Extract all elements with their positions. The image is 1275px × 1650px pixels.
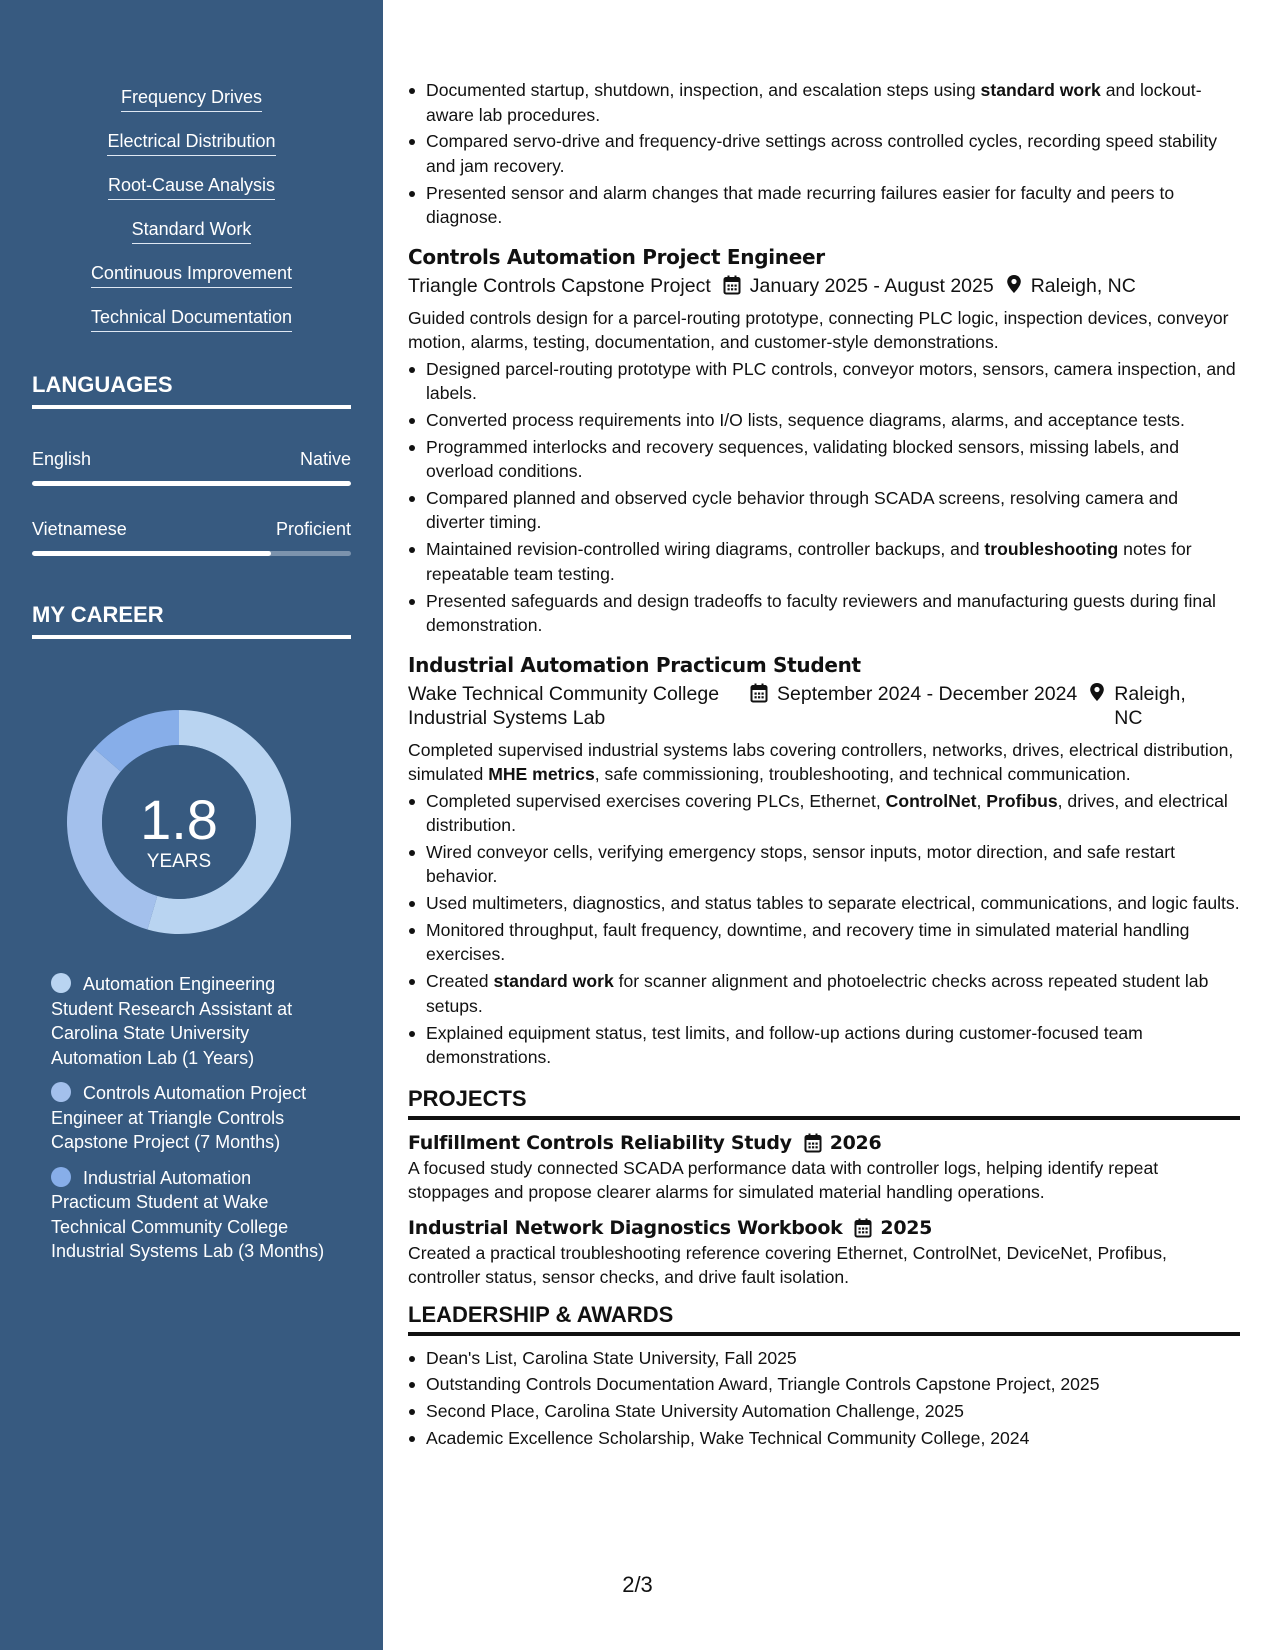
text-segment: notes for repeatable team testing. [426, 539, 1192, 584]
job-organization: Triangle Controls Capstone Project [408, 274, 711, 297]
project-description: Created a practical troubleshooting reference covering Ethernet, ControlNet, DeviceNet, Profibus, controller status, sensor checks, and drive fault isolation. [408, 1242, 1167, 1288]
bullet-item [426, 918, 1240, 967]
career-legend-item [51, 1081, 331, 1155]
bullet-item [426, 486, 1240, 535]
bold-keyword: Profibus [986, 790, 1058, 811]
text-segment: Completed supervised industrial systems labs covering controllers, networks, drives, electrical distribution, simulated [408, 739, 1234, 785]
language-name: English [32, 449, 92, 469]
language-item [32, 448, 351, 486]
language-name: Vietnamese [32, 519, 127, 539]
text-segment: Used multimeters, diagnostics, and status tables to separate electrical, communications, and logic faults. [426, 893, 1240, 914]
awards-list [408, 1346, 1240, 1451]
legend-dot [51, 973, 71, 993]
job-entry [408, 652, 1240, 1070]
job-summary [408, 738, 1240, 787]
projects-heading: PROJECTS [408, 1086, 1240, 1120]
project-title-row [408, 1130, 1240, 1156]
page-number: 2/3 [622, 1572, 653, 1597]
skill-link[interactable]: Technical Documentation [91, 306, 292, 332]
bold-keyword: ControlNet [885, 790, 977, 811]
text-segment: , [976, 790, 987, 811]
project-year: 2026 [829, 1131, 882, 1154]
calendar-icon [804, 1133, 822, 1153]
text-segment: Compared planned and observed cycle behavior through SCADA screens, resolving camera and diverter timing. [426, 487, 1179, 533]
career-legend-text: Automation Engineering Student Research Assistant at Carolina State University Automation Lab (1 Years) [51, 974, 293, 1068]
projects-list [408, 1130, 1240, 1290]
calendar-icon [750, 683, 768, 703]
skill-link[interactable]: Continuous Improvement [91, 262, 292, 288]
text-segment: Maintained revision-controlled wiring diagrams, controller backups, and [426, 539, 985, 560]
text-segment: Documented startup, shutdown, inspection, and escalation steps using [426, 80, 981, 100]
job-meta [408, 274, 1240, 298]
language-proficiency-fill [32, 551, 271, 556]
awards-heading: LEADERSHIP & AWARDS [408, 1302, 1240, 1336]
job-dates-wrap [738, 682, 1077, 706]
job-dates: September 2024 - December 2024 [777, 682, 1078, 705]
bullet-item [426, 357, 1240, 406]
job-title: Industrial Automation Practicum Student [408, 652, 861, 677]
job-location-wrap [1077, 682, 1199, 730]
skill-link[interactable]: Standard Work [132, 218, 252, 244]
bold-keyword: standard work [493, 971, 614, 992]
language-proficiency-bar [32, 551, 351, 556]
job-bullets [408, 357, 1240, 638]
job-location: Raleigh, NC [1114, 682, 1186, 729]
text-segment: Wired conveyor cells, verifying emergency stops, sensor inputs, motor direction, and safe restart behavior. [426, 841, 1176, 887]
career-list [51, 972, 331, 1275]
bullet-item [426, 589, 1240, 638]
text-segment: Monitored throughput, fault frequency, downtime, and recovery time in simulated material handling exercises. [426, 919, 1190, 965]
job-meta [408, 682, 1240, 730]
bold-keyword: MHE metrics [488, 764, 595, 785]
text-segment: Presented sensor and alarm changes that made recurring failures easier for faculty and peers to diagnose. [426, 182, 1175, 228]
previous-job-bullets [408, 78, 1240, 230]
calendar-icon [854, 1218, 872, 1238]
text-segment: Designed parcel-routing prototype with PLC controls, conveyor motors, sensors, camera inspection, and labels. [426, 358, 1236, 404]
job-location-wrap [994, 274, 1136, 298]
text-segment: Completed supervised exercises covering PLCs, Ethernet, [426, 790, 886, 811]
text-segment: for scanner alignment and photoelectric checks across repeated student lab setups. [426, 971, 1209, 1016]
language-row [32, 518, 351, 540]
project-title-row [408, 1215, 1240, 1241]
career-donut-chart [64, 707, 294, 937]
award-item: Second Place, Carolina State University Automation Challenge, 2025 [426, 1399, 1240, 1424]
bullet-item [426, 129, 1240, 178]
text-segment: Presented safeguards and design tradeoffs to faculty reviewers and manufacturing guests during final demonstration. [426, 590, 1216, 636]
language-level: Native [299, 449, 351, 469]
job-summary [408, 306, 1240, 355]
text-segment: , drives, and electrical distribution. [426, 790, 1228, 836]
language-row [32, 448, 351, 470]
languages-heading: LANGUAGES [32, 372, 351, 409]
award-item: Dean's List, Carolina State University, Fall 2025 [426, 1346, 1240, 1371]
bullet-item [426, 408, 1240, 433]
job-location: Raleigh, NC [1030, 274, 1136, 297]
bullet-item [426, 435, 1240, 484]
text-segment: Guided controls design for a parcel-routing prototype, connecting PLC logic, inspection devices, conveyor motion, alarms, testing, documentation, and customer-style demonstrations. [408, 307, 1229, 353]
bullet-item [426, 789, 1240, 838]
award-item: Academic Excellence Scholarship, Wake Technical Community College, 2024 [426, 1426, 1240, 1451]
bullet-item [426, 891, 1240, 916]
bullet-item [426, 78, 1240, 127]
job-organization: Wake Technical Community College Industrial Systems Lab [408, 682, 720, 729]
career-legend-text: Industrial Automation Practicum Student at Wake Technical Community College Industrial Systems Lab (3 Months) [51, 1167, 325, 1261]
text-segment: Programmed interlocks and recovery sequences, validating blocked sensors, missing labels, and overload conditions. [426, 436, 1180, 482]
calendar-icon [723, 275, 741, 295]
text-segment: and lockout-aware lab procedures. [426, 80, 1202, 125]
text-segment: Explained equipment status, test limits, and follow-up actions during customer-focused team demonstrations. [426, 1022, 1143, 1068]
job-entry [408, 244, 1240, 638]
skill-link[interactable]: Frequency Drives [121, 86, 262, 112]
legend-dot [51, 1082, 71, 1102]
text-segment: Compared servo-drive and frequency-drive settings across controlled cycles, recording speed stability and jam recovery. [426, 131, 1218, 176]
text-segment: Created [426, 971, 494, 992]
job-dates-wrap [711, 274, 994, 298]
language-level: Proficient [275, 519, 351, 539]
legend-dot [51, 1167, 71, 1187]
career-total-unit: YEARS [146, 851, 212, 872]
location-pin-icon [1089, 682, 1105, 702]
location-pin-icon [1006, 274, 1022, 294]
bullet-item [426, 181, 1240, 230]
text-segment: Converted process requirements into I/O lists, sequence diagrams, alarms, and acceptance tests. [426, 409, 1185, 430]
job-dates: January 2025 - August 2025 [749, 274, 994, 297]
career-legend-item [51, 972, 331, 1070]
skill-link[interactable]: Root-Cause Analysis [108, 174, 275, 200]
language-proficiency-bar [32, 481, 351, 486]
skills-list [0, 86, 383, 350]
career-heading: MY CAREER [32, 602, 351, 639]
project-title: Industrial Network Diagnostics Workbook [408, 1216, 843, 1239]
project-description: A focused study connected SCADA performance data with controller logs, helping identify repeat stoppages and propose clearer alarms for simulated material handling operations. [408, 1157, 1159, 1203]
job-title: Controls Automation Project Engineer [408, 244, 825, 269]
bullet-item [426, 537, 1240, 586]
career-legend-text: Controls Automation Project Engineer at Triangle Controls Capstone Project (7 Months) [51, 1083, 307, 1152]
job-bullets [408, 789, 1240, 1070]
sidebar [0, 0, 383, 1650]
language-proficiency-fill [32, 481, 351, 486]
text-segment: , safe commissioning, troubleshooting, and technical communication. [594, 764, 1131, 785]
experience-list [408, 244, 1240, 1070]
language-item [32, 518, 351, 556]
main-content [408, 78, 1240, 1453]
bullet-item [426, 1021, 1240, 1070]
bold-keyword: troubleshooting [984, 539, 1119, 560]
project-year: 2025 [880, 1216, 933, 1239]
bold-keyword: standard work [980, 80, 1101, 100]
bullet-item [426, 840, 1240, 889]
career-total-value: 1.8 [140, 788, 218, 851]
career-legend-item [51, 1166, 331, 1264]
project-title: Fulfillment Controls Reliability Study [408, 1131, 792, 1154]
skill-link[interactable]: Electrical Distribution [107, 130, 275, 156]
bullet-item [426, 969, 1240, 1018]
award-item: Outstanding Controls Documentation Award, Triangle Controls Capstone Project, 2025 [426, 1372, 1240, 1397]
